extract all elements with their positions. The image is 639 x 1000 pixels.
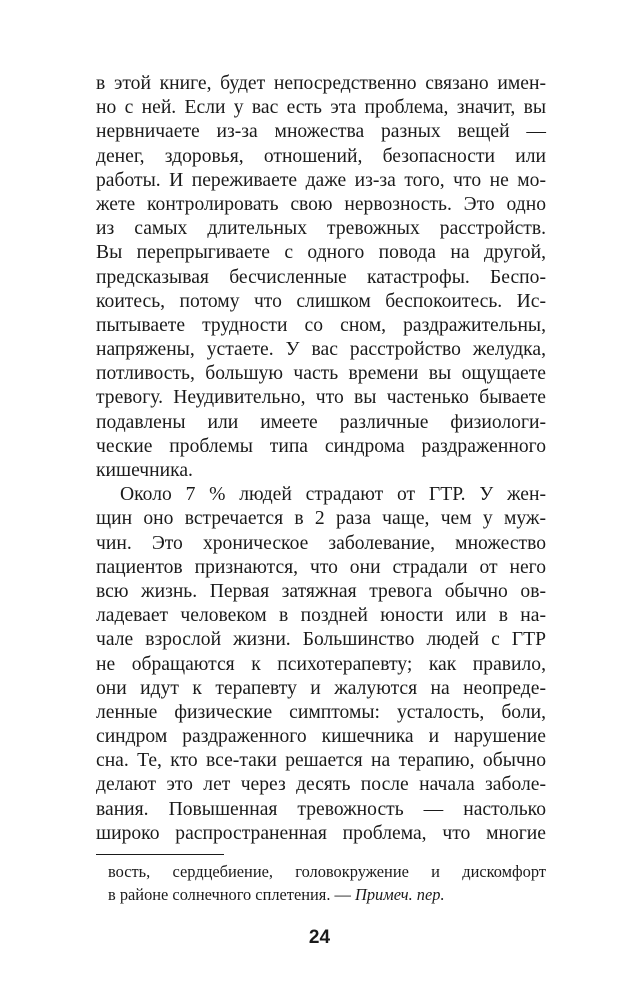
text-line: жете контролировать свою нервозность. Это одно bbox=[96, 193, 546, 215]
page-number: 24 bbox=[308, 927, 331, 948]
main-text bbox=[96, 72, 546, 846]
text-line: Вы перепрыгиваете с одного повода на другой, bbox=[96, 242, 546, 264]
text-line: потливость, большую часть времени вы ощущаете bbox=[96, 363, 546, 385]
footnote bbox=[108, 860, 546, 906]
text-line: напряжены, устаете. У вас расстройство желудка, bbox=[96, 339, 546, 361]
text-line: ческие проблемы типа синдрома раздраженного bbox=[96, 435, 546, 457]
text-line: сна. Те, кто все-таки решается на терапию, обычно bbox=[96, 750, 546, 772]
text-line: они идут к терапевту и жалуются на неопреде- bbox=[96, 677, 546, 699]
paragraph-start-line: Около 7 % людей страдают от ГТР. У жен- bbox=[120, 484, 546, 506]
text-line: но с ней. Если у вас есть эта проблема, значит, вы bbox=[96, 97, 546, 119]
text-line: работы. И переживаете даже из-за того, что не мо- bbox=[96, 169, 546, 191]
paragraph-end-line: кишечника. bbox=[96, 460, 193, 481]
text-line: из самых длительных тревожных расстройств. bbox=[96, 218, 546, 240]
text-line: синдром раздраженного кишечника и нарушение bbox=[96, 726, 546, 748]
text-line: чале взрослой жизни. Большинство людей с ГТР bbox=[96, 629, 546, 651]
footnote-line: вость, сердцебиение, головокружение и дискомфорт bbox=[108, 862, 546, 881]
text-line: тревогу. Неудивительно, что вы частенько бываете bbox=[96, 387, 546, 409]
text-line: пытываете трудности со сном, раздражительны, bbox=[96, 314, 546, 336]
translator-note: Примеч. пер. bbox=[355, 885, 445, 904]
text-line: коитесь, потому что слишком беспокоитесь. Ис- bbox=[96, 290, 546, 312]
text-line: широко распространенная проблема, что многие bbox=[96, 822, 546, 844]
footnote-line bbox=[108, 883, 546, 906]
text-line: предсказывая бесчисленные катастрофы. Беспо- bbox=[96, 266, 546, 288]
text-line: пациентов признаются, что они страдали от него bbox=[96, 556, 546, 578]
text-line: подавлены или имеете различные физиологи- bbox=[96, 411, 546, 433]
text-line: делают это лет через десять после начала заболе- bbox=[96, 774, 546, 796]
text-line: денег, здоровья, отношений, безопасности или bbox=[96, 145, 546, 167]
footnote-text: в районе солнечного сплетения. — bbox=[108, 885, 356, 904]
text-line: нервничаете из-за множества разных вещей — bbox=[96, 121, 546, 143]
text-line: щин оно встречается в 2 раза чаще, чем у муж- bbox=[96, 508, 546, 530]
text-line: в этой книге, будет непосредственно связано имен- bbox=[96, 73, 546, 94]
text-line: всю жизнь. Первая затяжная тревога обычно ов- bbox=[96, 580, 546, 602]
text-line: не обращаются к психотерапевту; как правило, bbox=[96, 653, 546, 675]
text-line: ладевает человеком в поздней юности или в на- bbox=[96, 605, 546, 627]
text-line: вания. Повышенная тревожность — настолько bbox=[96, 798, 546, 820]
text-line: чин. Это хроническое заболевание, множество bbox=[96, 532, 546, 554]
text-line: ленные физические симптомы: усталость, боли, bbox=[96, 701, 546, 723]
footnote-divider bbox=[96, 854, 224, 855]
